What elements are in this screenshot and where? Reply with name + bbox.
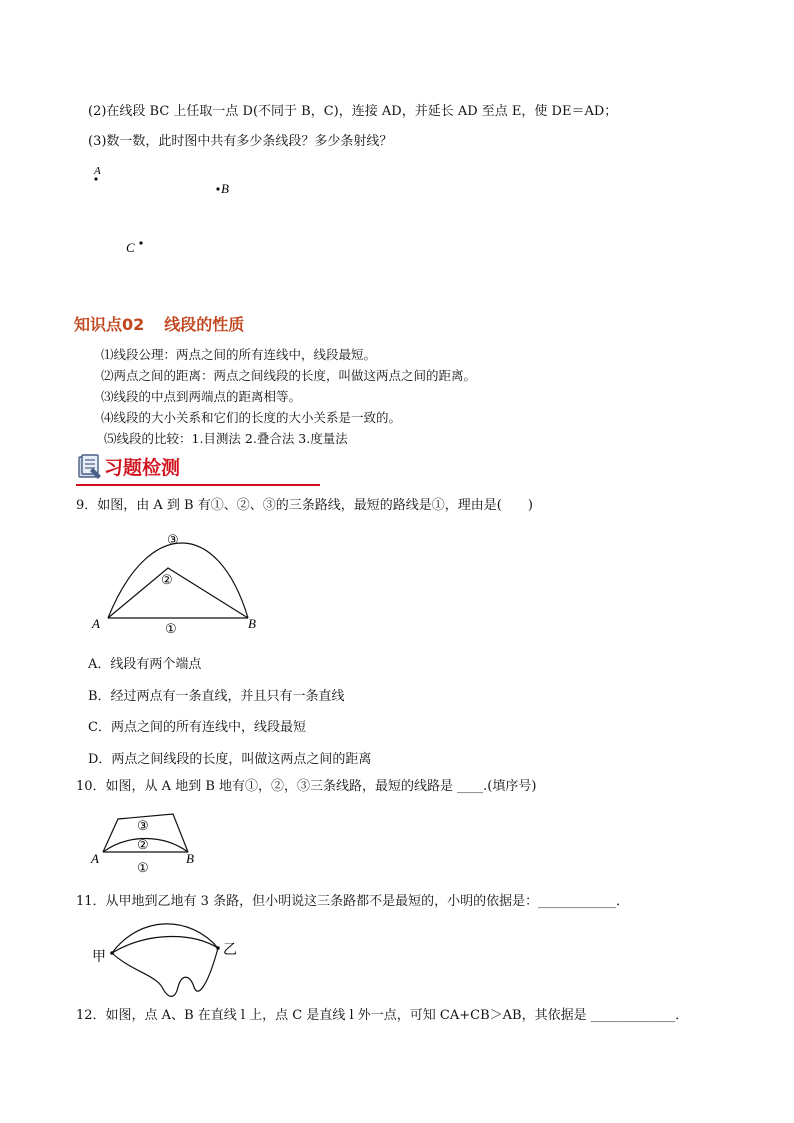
point-b-label: B	[221, 181, 229, 196]
route-1-label: ①	[137, 860, 149, 875]
point-a-label: A	[92, 616, 100, 631]
step-2-text: (2)在线段 BC 上任取一点 D(不同于 B，C)，连接 AD，并延长 AD 至点 E，使 DE＝AD；	[88, 104, 618, 119]
road-lower-wavy	[112, 948, 218, 996]
point-c-label: C	[126, 240, 135, 255]
point-a-dot	[94, 177, 97, 180]
choice-c: C．两点之间的所有连线中，线段最短	[88, 720, 306, 735]
point-b-label: B	[186, 851, 194, 866]
exercise-header: 习题检测	[104, 457, 181, 479]
point-b-dot	[216, 187, 219, 190]
route-3-curve	[108, 543, 248, 618]
point-a-label: A	[94, 165, 101, 177]
step-3-text: (3)数一数，此时图中共有多少条线段？多少条射线？	[88, 134, 393, 149]
exercise-book-icon	[76, 454, 102, 480]
property-2: ⑵两点之间的距离：两点之间线段的长度，叫做这两点之间的距离。	[101, 368, 477, 383]
property-5: ⑸线段的比较：1.目测法 2.叠合法 3.度量法	[104, 431, 348, 446]
question-9-text: 9．如图，由 A 到 B 有①、②、③的三条路线，最短的路线是①，理由是( )	[76, 498, 533, 513]
property-1: ⑴线段公理：两点之间的所有连线中，线段最短。	[101, 347, 377, 362]
question-12-text: 12．如图，点 A、B 在直线 l 上，点 C 是直线 l 外一点，可知 CA+CB＞AB，其依据是 _____________．	[76, 1008, 689, 1023]
exercise-header-underline	[76, 484, 320, 486]
road-middle-curve	[112, 937, 218, 953]
point-c-dot	[139, 241, 142, 244]
route-2-path	[108, 568, 248, 618]
question-10-text: 10．如图，从 A 地到 B 地有①，②，③三条线路，最短的线路是 ____.(填序号)	[76, 779, 537, 794]
question-11-figure	[90, 915, 250, 1000]
property-4: ⑷线段的大小关系和它们的长度的大小关系是一致的。	[101, 410, 402, 425]
question-11-text: 11．从甲地到乙地有 3 条路，但小明说这三条路都不是最短的，小明的依据是：____________．	[76, 894, 630, 909]
point-b-label: B	[248, 616, 256, 631]
question-9-figure	[88, 528, 268, 638]
start-label: 甲	[92, 950, 106, 965]
points-figure-full	[85, 160, 245, 260]
route-2-label: ②	[161, 572, 173, 587]
point-a-label: A	[91, 851, 99, 866]
end-point-dot	[216, 946, 220, 950]
knowledge-point-number: 知识点02	[74, 315, 145, 334]
route-2-label: ②	[137, 837, 149, 852]
property-3: ⑶线段的中点到两端点的距离相等。	[101, 389, 302, 404]
knowledge-point-heading: 线段的性质	[164, 315, 245, 334]
route-3-label: ③	[167, 532, 179, 547]
choice-d: D．两点之间线段的长度，叫做这两点之间的距离	[88, 752, 372, 767]
route-3-label: ③	[137, 818, 149, 833]
start-point-dot	[110, 951, 114, 955]
knowledge-point-title	[74, 312, 244, 335]
choice-a: A．线段有两个端点	[88, 657, 202, 672]
end-label: 乙	[223, 943, 237, 958]
road-upper-curve	[112, 924, 218, 953]
choice-b: B．经过两点有一条直线，并且只有一条直线	[88, 689, 345, 704]
route-1-label: ①	[165, 621, 177, 636]
question-10-figure	[88, 806, 208, 878]
